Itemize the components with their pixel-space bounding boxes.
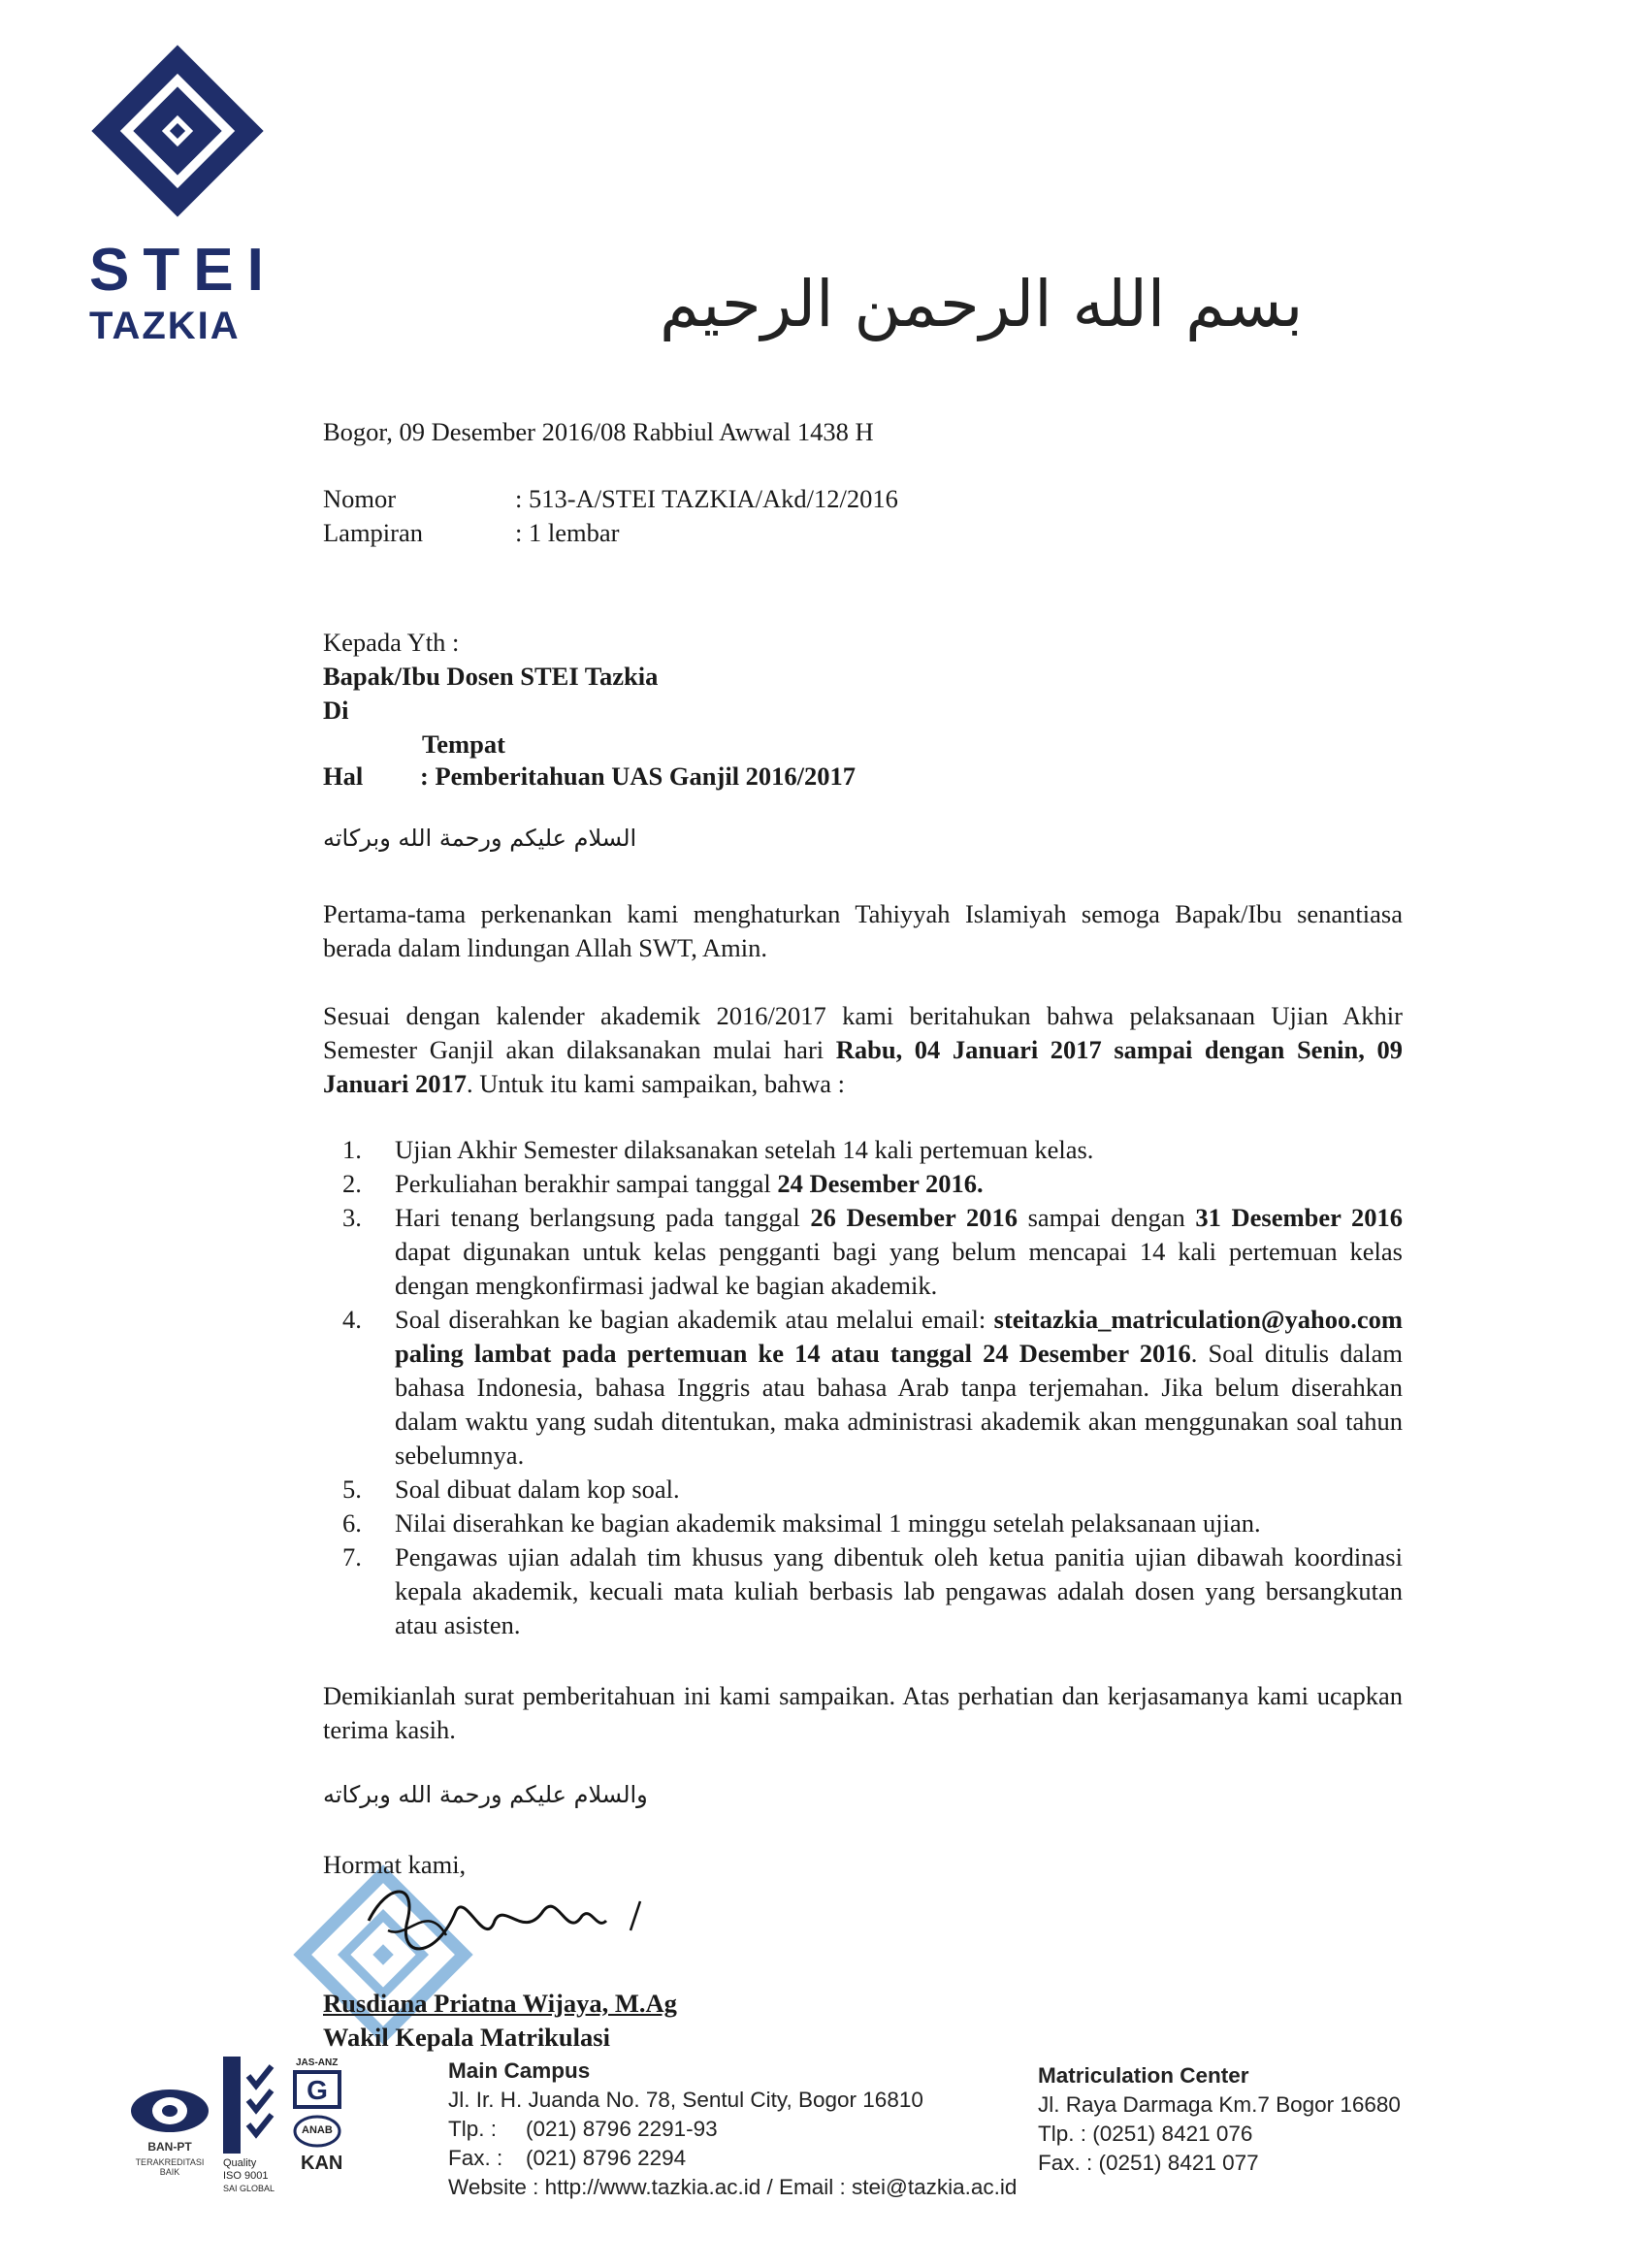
ban-pt-logo-icon — [126, 2086, 213, 2139]
institution-logo — [85, 39, 279, 348]
item-bold: 26 Desember 2016 — [810, 1203, 1018, 1232]
main-campus-address — [448, 2057, 923, 2173]
website-email-line[interactable]: Website : http://www.tazkia.ac.id / Email : stei@tazkia.ac.id — [448, 2175, 1018, 2199]
paragraph-schedule — [323, 999, 1403, 1101]
jas-anz-logo-icon — [293, 2070, 341, 2109]
accreditation-logos — [126, 2057, 436, 2212]
item-text: sampai dengan — [1017, 1203, 1196, 1232]
list-item — [323, 1540, 1403, 1642]
anab-label: ANAB — [302, 2124, 333, 2136]
letter-date: Bogor, 09 Desember 2016/08 Rabbiul Awwal 1438 H — [323, 417, 874, 446]
item-text: Perkuliahan berakhir sampai tanggal — [395, 1169, 778, 1198]
paragraph-opening: Pertama-tama perkenankan kami menghaturkan Tahiyyah Islamiyah semoga Bapak/Ibu senantiasa berada dalam lindungan Allah SWT, Amin. — [323, 899, 1403, 962]
item-bold: steitazkia_matriculation@yahoo.com paling lambat pada pertemuan ke 14 atau tanggal 24 Desember 2016 — [395, 1305, 1403, 1368]
ban-pt-title: BAN-PT — [147, 2140, 192, 2154]
item-text: Hari tenang berlangsung pada tanggal — [395, 1203, 811, 1232]
phone-value: (021) 8796 2291-93 — [526, 2117, 718, 2141]
svg-text:G: G — [307, 2075, 328, 2105]
item-bold: 24 Desember 2016. — [777, 1169, 984, 1198]
list-number: 4. — [342, 1305, 362, 1334]
item-text: Pengawas ujian adalah tim khusus yang dibentuk oleh ketua panitia ujian dibawah koordinasi kepala akademik, kecuali mata kuliah berbasis lab pengawas adalah dosen yang bersangkutan atau asisten. — [395, 1542, 1403, 1639]
item-text: Ujian Akhir Semester dilaksanakan setelah 14 kali pertemuan kelas. — [395, 1135, 1094, 1164]
matriculation-fax: Fax. : (0251) 8421 077 — [1038, 2151, 1259, 2175]
kan-label: KAN — [301, 2153, 343, 2174]
item-text: Soal diserahkan ke bagian akademik atau melalui email: — [395, 1305, 994, 1334]
basmalah: بسم الله الرحمن الرحيم — [660, 267, 1304, 341]
meta-label: Lampiran — [323, 518, 424, 547]
list-item — [323, 1507, 1403, 1540]
paragraph-text: . Untuk itu kami sampaikan, bahwa : — [466, 1069, 846, 1098]
list-item — [323, 1201, 1403, 1303]
recipient-block — [323, 626, 658, 761]
signer-name: Rusdiana Priatna Wijaya, M.Ag — [323, 1989, 677, 2018]
ban-pt-text: TERAKREDITASI BAIK — [135, 2157, 205, 2177]
recipient-di: Di — [323, 696, 349, 725]
phone-label: Tlp. : — [448, 2117, 498, 2141]
signer-block — [323, 1987, 677, 2055]
recipient-salutation: Kepada Yth : — [323, 628, 460, 657]
logo-name-line2: TAZKIA — [89, 305, 241, 347]
main-campus-heading: Main Campus — [448, 2058, 591, 2083]
main-campus-fax — [448, 2144, 923, 2173]
matriculation-phone: Tlp. : (0251) 8421 076 — [1038, 2122, 1253, 2146]
salam-opening: السلام عليكم ورحمة الله وبركاته — [323, 825, 637, 852]
meta-label: Nomor — [323, 484, 397, 513]
paragraph-closing: Demikianlah surat pemberitahuan ini kami sampaikan. Atas perhatian dan kerjasamanya kami ucapkan terima kasih. — [323, 1681, 1403, 1744]
list-number: 2. — [342, 1169, 362, 1198]
jas-anz-label: JAS-ANZ — [296, 2057, 339, 2068]
logo-name-line1: STEI — [89, 237, 277, 304]
matriculation-street: Jl. Raya Darmaga Km.7 Bogor 16680 — [1038, 2092, 1401, 2117]
regards: Hormat kami, — [323, 1850, 467, 1879]
iso-number: ISO 9001 — [223, 2170, 269, 2182]
meta-row-attachment — [323, 516, 898, 550]
subject-line — [323, 760, 856, 794]
matriculation-center-address — [1038, 2061, 1401, 2178]
list-number: 5. — [342, 1474, 362, 1504]
list-number: 3. — [342, 1203, 362, 1232]
recipient-place: Tempat — [422, 729, 505, 759]
list-item — [323, 1167, 1403, 1201]
list-number: 7. — [342, 1542, 362, 1571]
subject-label: Hal — [323, 761, 364, 791]
paragraph-text: Sesuai dengan kalender akademik 2016/2017 kami beritahukan bahwa pelaksanaan Ujian Akhir Semester Ganjil akan dilaksanakan mulai hari — [323, 1001, 1403, 1064]
meta-value: : 1 lembar — [515, 518, 620, 547]
main-campus-street: Jl. Ir. H. Juanda No. 78, Sentul City, Bogor 16810 — [448, 2088, 923, 2112]
list-item — [323, 1473, 1403, 1507]
iso-certified-logo-icon — [223, 2057, 281, 2154]
item-text: dapat digunakan untuk kelas pengganti bagi yang belum mencapai 14 kali pertemuan kelas dengan mengkonfirmasi jadwal ke bagian akademik. — [395, 1237, 1403, 1300]
iso-quality: Quality — [223, 2157, 257, 2169]
meta-value: : 513-A/STEI TAZKIA/Akd/12/2016 — [515, 484, 898, 513]
recipient-name: Bapak/Ibu Dosen STEI Tazkia — [323, 662, 659, 691]
main-campus-phone — [448, 2115, 923, 2144]
item-bold: 31 Desember 2016 — [1195, 1203, 1403, 1232]
matriculation-heading: Matriculation Center — [1038, 2063, 1249, 2088]
list-number: 1. — [342, 1135, 362, 1164]
item-text: Soal dibuat dalam kop soal. — [395, 1474, 680, 1504]
letter-meta — [323, 482, 898, 550]
rules-list — [323, 1133, 1403, 1642]
item-text: . Soal ditulis dalam bahasa Indonesia, bahasa Inggris atau bahasa Arab tanpa terjemahan. Jika belum diserahkan dalam waktu yang sudah ditentukan, maka administrasi akademik akan menggunakan soal tahun sebelumnya. — [395, 1339, 1403, 1470]
signer-title: Wakil Kepala Matrikulasi — [323, 2023, 610, 2052]
list-item — [323, 1133, 1403, 1167]
paragraph-dates: Rabu, 04 Januari 2017 sampai dengan Senin, 09 Januari 2017 — [323, 1035, 1403, 1098]
fax-value: (021) 8796 2294 — [526, 2146, 687, 2170]
list-item — [323, 1303, 1403, 1473]
meta-row-number — [323, 482, 898, 516]
fax-label: Fax. : — [448, 2146, 503, 2170]
list-number: 6. — [342, 1508, 362, 1538]
item-text: Nilai diserahkan ke bagian akademik maksimal 1 minggu setelah pelaksanaan ujian. — [395, 1508, 1261, 1538]
handwritten-signature-icon — [349, 1863, 660, 1989]
stei-emblem-icon — [85, 39, 270, 223]
salam-closing: والسلام عليكم ورحمة الله وبركاته — [323, 1781, 648, 1808]
iso-sai: SAI GLOBAL — [223, 2184, 275, 2193]
subject-value: : Pemberitahuan UAS Ganjil 2016/2017 — [420, 761, 857, 791]
